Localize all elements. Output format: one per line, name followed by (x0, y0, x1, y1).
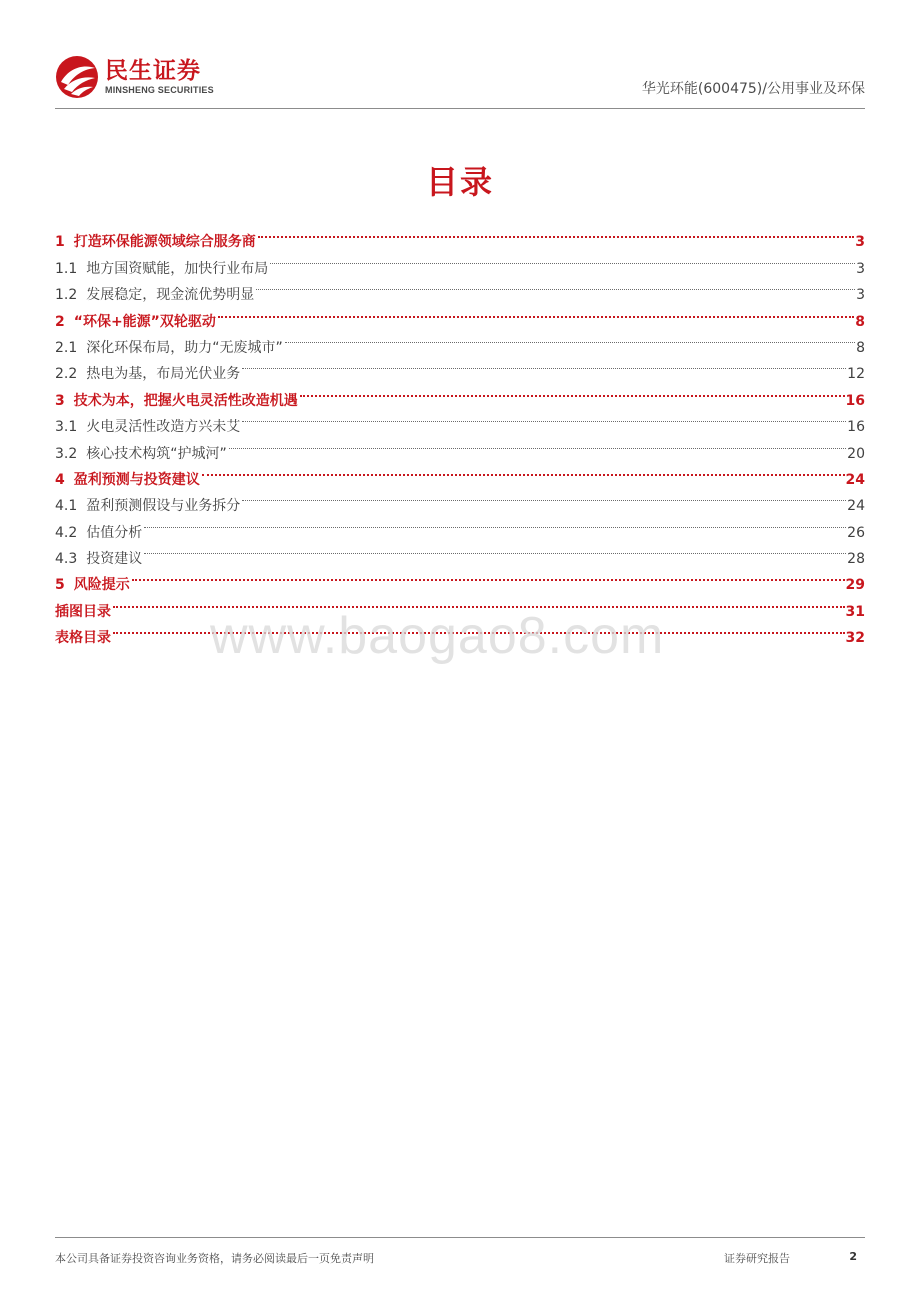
toc-entry-number: 4.2 (55, 524, 78, 541)
toc-entry-page: 8 (856, 339, 865, 356)
toc-entry-number: 5 (55, 577, 65, 594)
toc-entry-number: 2 (55, 313, 65, 330)
toc-entry-label: 热电为基，布局光伏业务 (86, 366, 241, 383)
toc-entry-page: 29 (845, 577, 865, 594)
toc-title: 目录 (425, 163, 494, 201)
logo-chinese-name: 民生证券 (105, 58, 201, 84)
toc-entry-label: 盈利预测假设与业务拆分 (86, 498, 241, 515)
toc-entry[interactable] (55, 563, 865, 594)
company-logo (55, 54, 214, 100)
toc-entry-number: 1.2 (55, 287, 78, 304)
watermark: www.baogao8.com (210, 607, 665, 665)
toc-leader-dots (218, 299, 854, 325)
toc-entry-page: 16 (847, 419, 865, 436)
toc-entry[interactable] (55, 510, 865, 541)
toc-entry-label: “环保+能源”双轮驱动 (73, 313, 216, 330)
toc-entry-page: 24 (847, 498, 865, 515)
toc-leader-dots (242, 484, 846, 510)
toc-entry-label: 发展稳定，现金流优势明显 (86, 287, 255, 304)
toc-entry-page: 3 (856, 260, 865, 277)
toc-entry-number: 3.2 (55, 445, 78, 462)
toc-entry-page: 26 (847, 524, 865, 541)
toc-entry-label: 地方国资赋能，加快行业布局 (86, 260, 269, 277)
toc-leader-dots (242, 352, 846, 378)
toc-entry[interactable] (55, 220, 865, 251)
page-number: 2 (849, 1250, 857, 1263)
toc-leader-dots (300, 378, 845, 404)
toc-entry-number: 3 (55, 392, 65, 409)
toc-entry[interactable] (55, 537, 865, 568)
toc-entry-label: 表格目录 (55, 630, 111, 647)
toc-leader-dots (132, 563, 845, 589)
page-header (55, 52, 865, 109)
page-footer (55, 1237, 865, 1265)
toc-entry-page: 31 (845, 603, 865, 620)
toc-leader-dots (258, 220, 855, 246)
toc-leader-dots (270, 246, 855, 272)
logo-english-name: MINSHENG SECURITIES (105, 85, 214, 95)
report-subject: 华光环能(600475)/公用事业及环保 (641, 81, 865, 97)
toc-entry-page: 32 (845, 630, 865, 647)
table-of-contents (55, 220, 865, 647)
toc-leader-dots (202, 458, 845, 484)
toc-leader-dots (144, 537, 846, 563)
toc-entry-label: 盈利预测与投资建议 (73, 471, 200, 488)
toc-entry-number: 4.3 (55, 551, 78, 568)
toc-entry-label: 火电灵活性改造方兴未艾 (86, 419, 241, 436)
toc-entry-number: 1.1 (55, 260, 78, 277)
toc-entry-label: 打造环保能源领域综合服务商 (73, 234, 256, 251)
toc-entry-page: 8 (855, 313, 865, 330)
toc-entry-label: 核心技术构筑“护城河” (86, 445, 227, 462)
toc-entry-page: 3 (856, 287, 865, 304)
toc-entry-label: 风险提示 (73, 577, 130, 594)
toc-entry-number: 4 (55, 471, 65, 488)
toc-entry-page: 24 (845, 471, 865, 488)
toc-entry-number: 4.1 (55, 498, 78, 515)
footer-disclaimer: 本公司具备证券投资咨询业务资格，请务必阅读最后一页免责声明 (55, 1252, 374, 1265)
toc-entry-number: 1 (55, 234, 65, 251)
toc-entry-number: 3.1 (55, 419, 78, 436)
toc-leader-dots (229, 431, 846, 457)
minsheng-logo-icon (55, 55, 99, 99)
footer-report-type: 证券研究报告 (724, 1252, 790, 1265)
toc-entry-label: 估值分析 (86, 524, 143, 541)
toc-entry-page: 20 (847, 445, 865, 462)
toc-entry-label: 投资建议 (86, 551, 143, 568)
toc-entry-page: 16 (845, 392, 865, 409)
toc-entry-page: 3 (855, 234, 865, 251)
toc-entry-page: 12 (847, 366, 865, 383)
toc-entry-label: 插图目录 (55, 603, 111, 620)
toc-entry-number: 2.2 (55, 366, 78, 383)
toc-leader-dots (144, 510, 846, 536)
toc-entry-page: 28 (847, 551, 865, 568)
toc-leader-dots (256, 273, 855, 299)
toc-entry-number: 2.1 (55, 339, 78, 356)
toc-leader-dots (285, 326, 855, 352)
toc-entry-label: 技术为本，把握火电灵活性改造机遇 (73, 392, 298, 409)
toc-leader-dots (242, 405, 846, 431)
toc-entry-label: 深化环保布局，助力“无废城市” (86, 339, 283, 356)
